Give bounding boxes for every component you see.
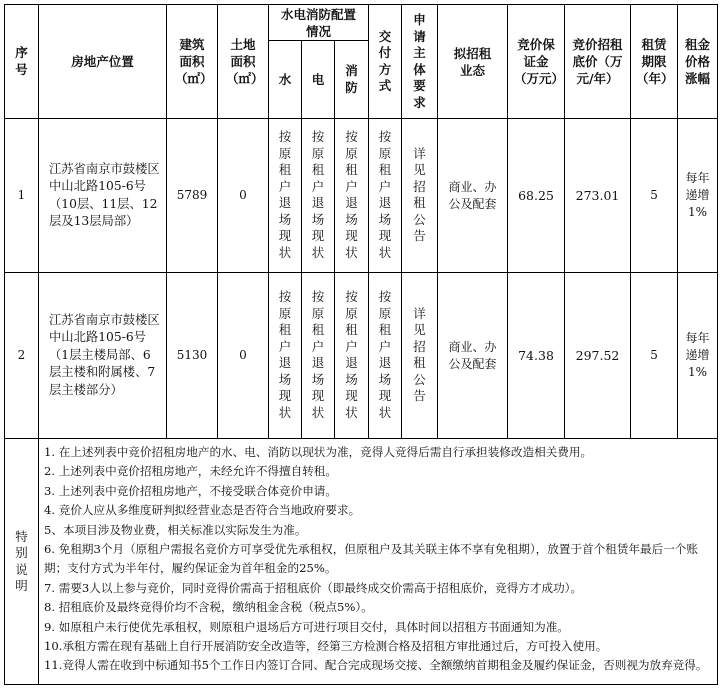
note-item: 2. 上述列表中竞价招租房地产，未经允许不得擅自转租。 [44, 464, 337, 479]
note-item: 7. 需要3人以上参与竞价，同时竞得价需高于招租底价（即最终成交价需高于招租底价，竞得方才成功）。 [44, 580, 583, 595]
header-electric: 电 [302, 41, 335, 119]
notes-body [39, 439, 718, 685]
row-land-area: 0 [218, 273, 269, 439]
row-deposit: 68.25 [508, 119, 565, 273]
header-index: 序号 [5, 5, 39, 119]
row-index: 1 [5, 119, 39, 273]
row-electric: 按原租户退场现状 [302, 119, 335, 273]
header-row-top [5, 5, 718, 41]
note-item: 11.竞得人需在收到中标通知书5个工作日内签订合同、配合完成现场交接、全额缴纳首期租金及履约保证金，否则视为放弃竞得。 [44, 658, 708, 673]
header-fire: 消防 [335, 41, 369, 119]
note-item: 9. 如原租户未行使优先承租权，则原租户退场后方可进行项目交付，具体时间以招租方书面通知为准。 [44, 619, 569, 634]
row-electric: 按原租户退场现状 [302, 273, 335, 439]
row-applicant: 详见招租公告 [402, 273, 438, 439]
row-index: 2 [5, 273, 39, 439]
row-location: 江苏省南京市鼓楼区中山北路105-6号（1层主楼局部、6层主楼和附属楼、7层主楼部分） [39, 273, 167, 439]
header-utilities-group: 水电消防配置情况 [269, 5, 369, 41]
row-base-price: 297.52 [565, 273, 631, 439]
row-term: 5 [631, 119, 678, 273]
row-water: 按原租户退场现状 [269, 119, 302, 273]
note-item: 10.承租方需在现有基础上自行开展消防安全改造等，经第三方检测合格及招租方审批通过后，方可投入使用。 [44, 639, 608, 654]
header-business: 拟招租业态 [438, 5, 508, 119]
row-term: 5 [631, 273, 678, 439]
note-item: 6. 免租期3个月（原租户需报名竞价方可享受优先承租权，但原租户及其关联主体不享有免租期），放置于首个租赁年最后一个账期；支付方式为半年付，履约保证金为首年租金的25%。 [44, 542, 698, 576]
row-fire: 按原租户退场现状 [335, 273, 369, 439]
row-business: 商业、办公及配套 [438, 273, 508, 439]
row-building-area: 5130 [167, 273, 218, 439]
row-increase: 每年递增1% [678, 273, 718, 439]
header-increase: 租金价格涨幅 [678, 5, 718, 119]
row-applicant: 详见招租公告 [402, 119, 438, 273]
row-fire: 按原租户退场现状 [335, 119, 369, 273]
header-delivery: 交付方式 [369, 5, 402, 119]
row-water: 按原租户退场现状 [269, 273, 302, 439]
header-applicant: 申请主体要求 [402, 5, 438, 119]
note-item: 8. 招租底价及最终竞得价均不含税，缴纳租金含税（税点5%）。 [44, 600, 373, 615]
notes-label: 特别说明 [5, 439, 39, 685]
header-building-area: 建筑面积（㎡） [167, 5, 218, 119]
row-base-price: 273.01 [565, 119, 631, 273]
row-land-area: 0 [218, 119, 269, 273]
row-deposit: 74.38 [508, 273, 565, 439]
note-item: 4. 竞价人应从多维度研判拟经营业态是否符合当地政府要求。 [44, 503, 361, 518]
header-deposit: 竞价保证金（万元） [508, 5, 565, 119]
row-business: 商业、办公及配套 [438, 119, 508, 273]
table-row [5, 119, 718, 273]
rental-listing-table [4, 4, 718, 685]
row-delivery: 按原租户退场现状 [369, 119, 402, 273]
row-building-area: 5789 [167, 119, 218, 273]
notes-row [5, 439, 718, 685]
header-water: 水 [269, 41, 302, 119]
header-base-price: 竞价招租底价（万元/年） [565, 5, 631, 119]
header-location: 房地产位置 [39, 5, 167, 119]
row-increase: 每年递增1% [678, 119, 718, 273]
note-item: 5、本项目涉及物业费，相关标准以实际发生为准。 [44, 522, 307, 537]
header-term: 租赁期限（年） [631, 5, 678, 119]
row-delivery: 按原租户退场现状 [369, 273, 402, 439]
header-land-area: 土地面积（㎡） [218, 5, 269, 119]
note-item: 3. 上述列表中竞价招租房地产，不接受联合体竞价申请。 [44, 483, 337, 498]
row-location: 江苏省南京市鼓楼区中山北路105-6号（10层、11层、12层及13层局部） [39, 119, 167, 273]
note-item: 1. 在上述列表中竞价招租房地产的水、电、消防以现状为准，竞得人竞得后需自行承担装修改造相关费用。 [44, 445, 593, 459]
table-row [5, 273, 718, 439]
